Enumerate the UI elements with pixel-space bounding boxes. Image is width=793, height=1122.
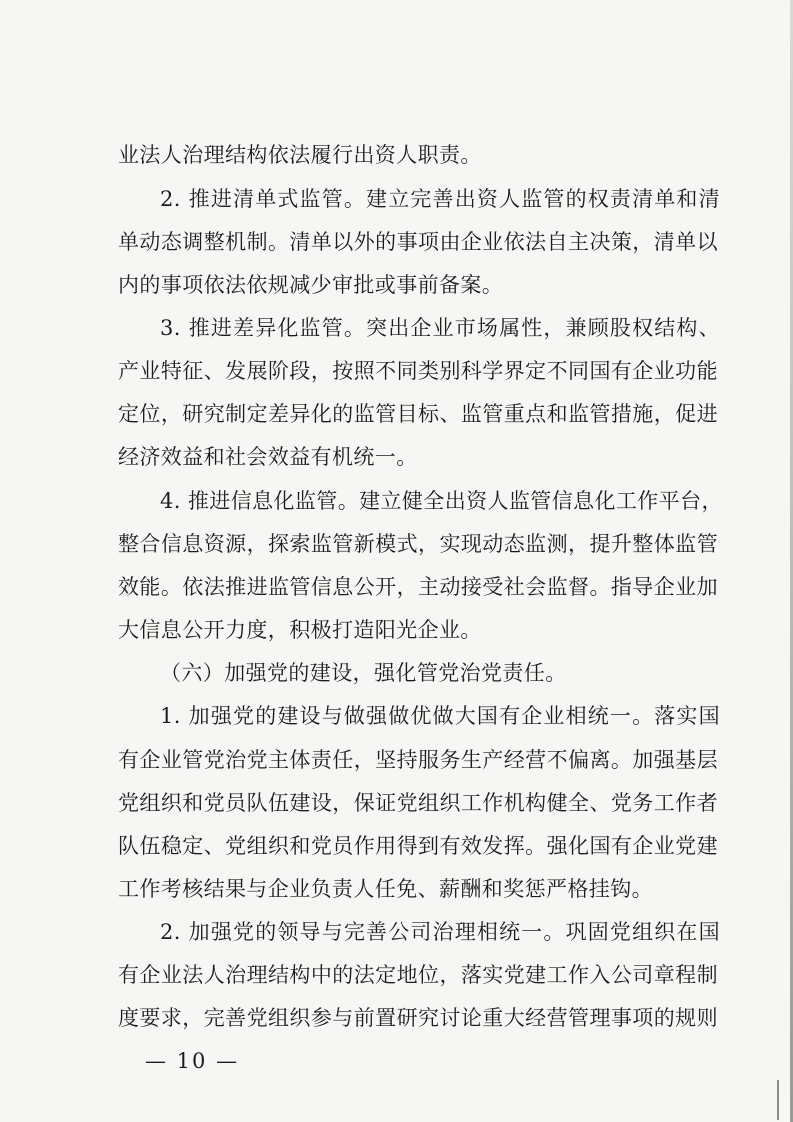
text-line: 定位，研究制定差异化的监管目标、监管重点和监管措施，促进 bbox=[118, 402, 718, 426]
scan-mark bbox=[777, 1080, 779, 1120]
text-line: 经济效益和社会效益有机统一。 bbox=[118, 445, 418, 469]
text-line: 单动态调整机制。清单以外的事项由企业依法自主决策，清单以 bbox=[118, 230, 718, 254]
text-line: 内的事项依法依规减少审批或事前备案。 bbox=[118, 273, 504, 297]
text-line: 有企业法人治理结构中的法定地位，落实党建工作入公司章程制 bbox=[118, 963, 718, 987]
text-line: 产业特征、发展阶段，按照不同类别科学界定不同国有企业功能 bbox=[118, 359, 718, 383]
paragraph-first-line: 1. 加强党的建设与做强做优做大国有企业相统一。落实国 bbox=[160, 704, 720, 728]
text-line: 效能。依法推进监管信息公开，主动接受社会监督。指导企业加 bbox=[118, 575, 718, 599]
paragraph-first-line: 3. 推进差异化监管。突出企业市场属性，兼顾股权结构、 bbox=[160, 316, 720, 340]
paragraph-first-line: 2. 加强党的领导与完善公司治理相统一。巩固党组织在国 bbox=[160, 920, 720, 944]
text-line: 整合信息资源，探索监管新模式，实现动态监测，提升整体监管 bbox=[118, 532, 718, 556]
section-heading: （六）加强党的建设，强化管党治党责任。 bbox=[160, 661, 567, 685]
text-line: 业法人治理结构依法履行出资人职责。 bbox=[118, 143, 482, 167]
text-line: 工作考核结果与企业负责人任免、薪酬和奖惩严格挂钩。 bbox=[118, 877, 653, 901]
paragraph-first-line: 2. 推进清单式监管。建立完善出资人监管的权责清单和清 bbox=[160, 187, 720, 211]
page-number: — 10 — bbox=[145, 1049, 240, 1073]
text-line: 度要求，完善党组织参与前置研究讨论重大经营管理事项的规则 bbox=[118, 1006, 718, 1030]
text-line: 大信息公开力度，积极打造阳光企业。 bbox=[118, 618, 482, 642]
text-line: 党组织和党员队伍建设，保证党组织工作机构健全、党务工作者 bbox=[118, 791, 718, 815]
paragraph-first-line: 4. 推进信息化监管。建立健全出资人监管信息化工作平台， bbox=[160, 489, 723, 513]
text-line: 有企业管党治党主体责任，坚持服务生产经营不偏离。加强基层 bbox=[118, 748, 718, 772]
text-line: 队伍稳定、党组织和党员作用得到有效发挥。强化国有企业党建 bbox=[118, 834, 718, 858]
